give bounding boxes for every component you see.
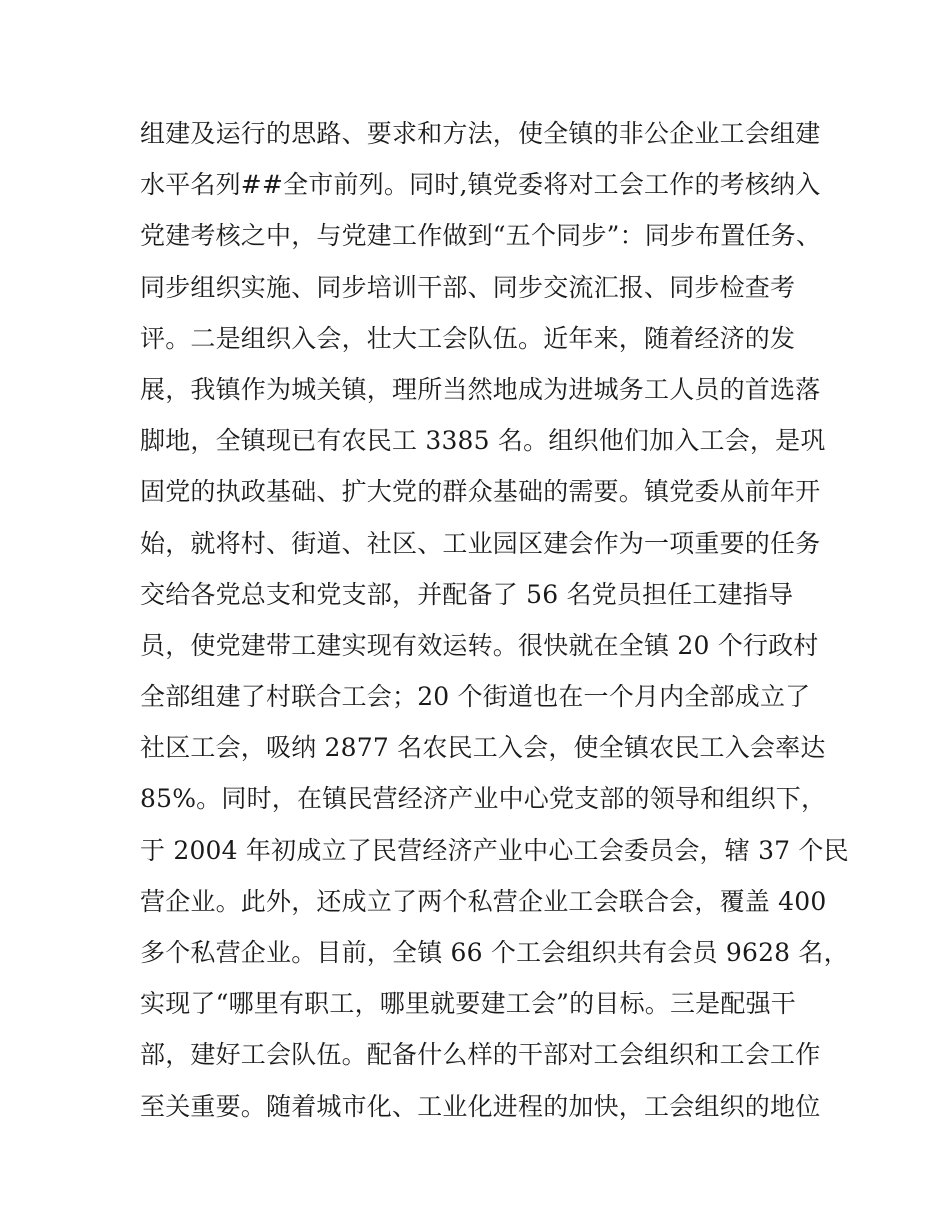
text-line: 组建及运行的思路、要求和方法，使全镇的非公企业工会组建: [140, 119, 821, 148]
text-line: 于 2004 年初成立了民营经济产业中心工会委员会，辖 37 个民: [140, 835, 849, 865]
text-line: 党建考核之中，与党建工作做到“五个同步”：同步布置任务、: [140, 221, 822, 251]
body-text: [140, 108, 849, 1132]
text-line: 部，建好工会队伍。配备什么样的干部对工会组织和工会工作: [140, 1040, 821, 1070]
text-line: 展，我镇作为城关镇，理所当然地成为进城务工人员的首选落: [140, 374, 821, 404]
text-line: 至关重要。随着城市化、工业化进程的加快，工会组织的地位: [140, 1091, 821, 1121]
text-line: 始，就将村、街道、社区、工业园区建会作为一项重要的任务: [140, 528, 821, 558]
text-line: 脚地，全镇现已有农民工 3385 名。组织他们加入工会，是巩: [140, 426, 826, 456]
text-line: 固党的执政基础、扩大党的群众基础的需要。镇党委从前年开: [140, 477, 821, 507]
text-line: 实现了“哪里有职工，哪里就要建工会”的目标。三是配强干: [140, 989, 796, 1019]
text-line: 营企业。此外，还成立了两个私营企业工会联合会，覆盖 400: [140, 886, 827, 916]
text-line: 全部组建了村联合工会；20 个街道也在一个月内全部成立了: [140, 682, 811, 712]
text-line: 社区工会，吸纳 2877 名农民工入会，使全镇农民工入会率达: [140, 733, 826, 763]
text-line: 水平名列##全市前列。同时,镇党委将对工会工作的考核纳入: [140, 170, 821, 200]
text-line: 员，使党建带工建实现有效运转。很快就在全镇 20 个行政村: [140, 630, 819, 660]
text-line: 85%。同时，在镇民营经济产业中心党支部的领导和组织下，: [140, 784, 827, 814]
text-line: 评。二是组织入会，壮大工会队伍。近年来，随着经济的发: [140, 323, 796, 353]
text-line: 多个私营企业。目前，全镇 66 个工会组织共有会员 9628 名，: [140, 938, 849, 967]
text-line: 同步组织实施、同步培训干部、同步交流汇报、同步检查考: [140, 272, 796, 302]
text-line: 交给各党总支和党支部，并配备了 56 名党员担任工建指导: [140, 579, 794, 609]
